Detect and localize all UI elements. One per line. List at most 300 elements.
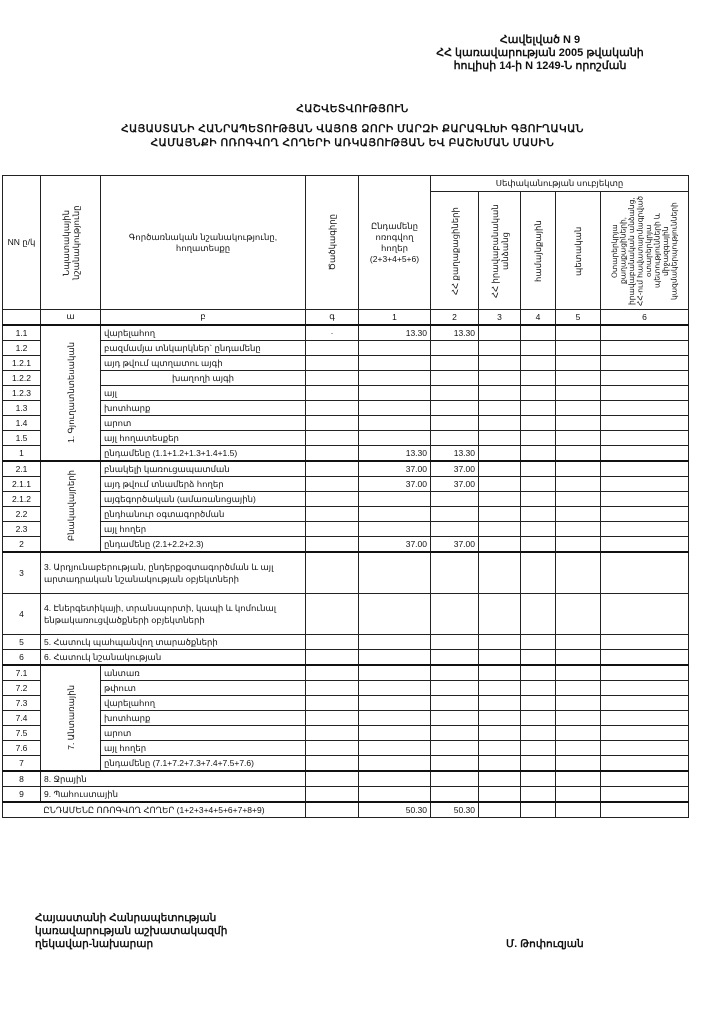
value-c1 bbox=[359, 755, 431, 771]
row-name: արոտ bbox=[101, 415, 306, 430]
row-name: խոտհարք bbox=[101, 400, 306, 415]
value-c2: 13.30 bbox=[431, 325, 479, 341]
code-cell bbox=[306, 771, 359, 787]
row-name: վարելահող bbox=[101, 695, 306, 710]
value-c3 bbox=[479, 506, 521, 521]
value-c3 bbox=[479, 649, 521, 665]
value-c4 bbox=[521, 325, 556, 341]
value-c1 bbox=[359, 665, 431, 681]
row-number: 1.5 bbox=[3, 430, 41, 445]
table-row bbox=[3, 340, 689, 355]
value-c6 bbox=[601, 786, 689, 802]
value-c2 bbox=[431, 786, 479, 802]
value-c5 bbox=[556, 385, 601, 400]
row-number: 2.1 bbox=[3, 461, 41, 477]
value-c4 bbox=[521, 445, 556, 461]
table-row bbox=[3, 400, 689, 415]
value-c4 bbox=[521, 665, 556, 681]
value-c3 bbox=[479, 400, 521, 415]
row-name: բնակելի կառուցապատման bbox=[101, 461, 306, 477]
table-row bbox=[3, 552, 689, 594]
title-line-2: ՀԱՅԱՍՏԱՆԻ ՀԱՆՐԱՊԵՏՈՒԹՅԱՆ ՎԱՅՈՑ ՁՈՐԻ ՄԱՐԶԻ ՔԱՐԱԳԼԽԻ ԳՅՈՒՂԱԿԱՆ bbox=[121, 123, 584, 135]
value-c6 bbox=[601, 385, 689, 400]
value-c5 bbox=[556, 536, 601, 552]
value-c6 bbox=[601, 710, 689, 725]
grand-total-c2: 50.30 bbox=[431, 802, 479, 818]
row-name: 9. Պահուստային bbox=[41, 786, 306, 802]
value-c3 bbox=[479, 521, 521, 536]
code-cell bbox=[306, 415, 359, 430]
value-c5 bbox=[556, 710, 601, 725]
value-c5 bbox=[556, 355, 601, 370]
value-c6 bbox=[601, 461, 689, 477]
row-number: 4 bbox=[3, 593, 41, 634]
value-c4 bbox=[521, 430, 556, 445]
value-c4 bbox=[521, 552, 556, 594]
row-name: այլ հողեր bbox=[101, 521, 306, 536]
row-name: ընդհանուր օգտագործման bbox=[101, 506, 306, 521]
value-c3 bbox=[479, 370, 521, 385]
value-c3 bbox=[479, 786, 521, 802]
table-row bbox=[3, 710, 689, 725]
code-cell bbox=[306, 665, 359, 681]
code-cell bbox=[306, 740, 359, 755]
row-name: այլ bbox=[101, 385, 306, 400]
value-c5 bbox=[556, 476, 601, 491]
row-number: 7.2 bbox=[3, 680, 41, 695]
row-number: 1 bbox=[3, 445, 41, 461]
annex-number: Հավելված N 9 bbox=[499, 34, 581, 46]
value-c5 bbox=[556, 649, 601, 665]
value-c6 bbox=[601, 634, 689, 649]
table-row bbox=[3, 634, 689, 649]
value-c5 bbox=[556, 695, 601, 710]
row-name: ընդամենը (2.1+2.2+2.3) bbox=[101, 536, 306, 552]
table-row bbox=[3, 680, 689, 695]
value-c2: 37.00 bbox=[431, 476, 479, 491]
value-c1: 37.00 bbox=[359, 476, 431, 491]
grand-total-label: ԸՆԴԱՄԵՆԸ ՈՌՈԳՎՈՂ ՀՈՂԵՐ (1+2+3+4+5+6+7+8+9) bbox=[3, 802, 306, 818]
value-c2 bbox=[431, 695, 479, 710]
header-total: Ընդամենը ոռոգվող հողեր (2+3+4+5+6) bbox=[359, 176, 431, 310]
value-c1 bbox=[359, 430, 431, 445]
value-c1 bbox=[359, 491, 431, 506]
value-c4 bbox=[521, 521, 556, 536]
value-c6 bbox=[601, 445, 689, 461]
value-c3 bbox=[479, 491, 521, 506]
value-c5 bbox=[556, 340, 601, 355]
value-c3 bbox=[479, 665, 521, 681]
group-label: 1. Գյուղատնտեսական bbox=[65, 342, 76, 443]
value-c1 bbox=[359, 725, 431, 740]
grand-total-c5 bbox=[556, 802, 601, 818]
table-row bbox=[3, 786, 689, 802]
row-number: 7.1 bbox=[3, 665, 41, 681]
value-c1: 37.00 bbox=[359, 536, 431, 552]
row-number: 7.5 bbox=[3, 725, 41, 740]
table-row bbox=[3, 593, 689, 634]
value-c4 bbox=[521, 340, 556, 355]
annex-date: հուլիսի 14-ի N 1249-Ն որոշման bbox=[453, 60, 627, 72]
value-c1 bbox=[359, 506, 431, 521]
value-c6 bbox=[601, 491, 689, 506]
row-name: 5. Հատուկ պահպանվող տարածքների bbox=[41, 634, 306, 649]
row-number: 7.4 bbox=[3, 710, 41, 725]
value-c4 bbox=[521, 461, 556, 477]
code-cell bbox=[306, 430, 359, 445]
value-c5 bbox=[556, 740, 601, 755]
row-number: 1.2 bbox=[3, 340, 41, 355]
value-c2 bbox=[431, 552, 479, 594]
value-c3 bbox=[479, 680, 521, 695]
value-c4 bbox=[521, 786, 556, 802]
value-c4 bbox=[521, 400, 556, 415]
row-number: 1.1 bbox=[3, 325, 41, 341]
value-c2 bbox=[431, 370, 479, 385]
code-cell bbox=[306, 445, 359, 461]
value-c2 bbox=[431, 340, 479, 355]
grand-total-c3 bbox=[479, 802, 521, 818]
code-cell bbox=[306, 521, 359, 536]
table-row bbox=[3, 536, 689, 552]
header-code-text: Ծածկագիրը bbox=[327, 214, 337, 271]
value-c5 bbox=[556, 593, 601, 634]
table-row bbox=[3, 649, 689, 665]
value-c2 bbox=[431, 491, 479, 506]
value-c1 bbox=[359, 680, 431, 695]
value-c3 bbox=[479, 552, 521, 594]
row-name: ընդամենը (7.1+7.2+7.3+7.4+7.5+7.6) bbox=[101, 755, 306, 771]
row-number: 3 bbox=[3, 552, 41, 594]
header-community bbox=[521, 192, 556, 310]
table-row bbox=[3, 771, 689, 787]
value-c1 bbox=[359, 400, 431, 415]
table-row bbox=[3, 430, 689, 445]
column-label: 5 bbox=[556, 310, 601, 325]
row-name: թփուտ bbox=[101, 680, 306, 695]
row-name: խոտհարք bbox=[101, 710, 306, 725]
code-cell bbox=[306, 680, 359, 695]
code-cell bbox=[306, 385, 359, 400]
value-c4 bbox=[521, 740, 556, 755]
row-number: 6 bbox=[3, 649, 41, 665]
land-report-table bbox=[2, 175, 689, 818]
header-legal-text: ՀՀ իրավաբանական անձանց bbox=[489, 203, 510, 298]
value-c2 bbox=[431, 521, 479, 536]
column-label-empty bbox=[3, 310, 41, 325]
value-c4 bbox=[521, 355, 556, 370]
value-c6 bbox=[601, 415, 689, 430]
value-c2 bbox=[431, 415, 479, 430]
value-c1 bbox=[359, 370, 431, 385]
value-c1: 37.00 bbox=[359, 461, 431, 477]
group-cell bbox=[41, 461, 101, 552]
value-c2 bbox=[431, 355, 479, 370]
value-c3 bbox=[479, 593, 521, 634]
code-cell bbox=[306, 340, 359, 355]
signer-title: ղեկավար-նախարար bbox=[35, 938, 154, 950]
value-c5 bbox=[556, 461, 601, 477]
column-label: 2 bbox=[431, 310, 479, 325]
value-c2 bbox=[431, 593, 479, 634]
value-c2: 37.00 bbox=[431, 461, 479, 477]
value-c5 bbox=[556, 430, 601, 445]
code-cell bbox=[306, 370, 359, 385]
row-name: այլ հողատեսքեր bbox=[101, 430, 306, 445]
value-c1 bbox=[359, 385, 431, 400]
value-c6 bbox=[601, 771, 689, 787]
row-name: 3. Արդյունաբերության, ընդերքօգտագործման և այլ արտադրական նշանակության օբյեկտների bbox=[41, 552, 306, 594]
row-number: 1.2.3 bbox=[3, 385, 41, 400]
value-c1 bbox=[359, 771, 431, 787]
value-c1 bbox=[359, 521, 431, 536]
value-c5 bbox=[556, 786, 601, 802]
row-name: 6. Հատուկ նշանակության bbox=[41, 649, 306, 665]
signature-block bbox=[35, 912, 227, 951]
table-row bbox=[3, 506, 689, 521]
table-row bbox=[3, 385, 689, 400]
code-cell bbox=[306, 506, 359, 521]
table-row bbox=[3, 476, 689, 491]
row-number: 7.3 bbox=[3, 695, 41, 710]
group-label: Բնակավայրերի bbox=[65, 470, 76, 542]
row-name: այդ թվում պտղատու այգի bbox=[101, 355, 306, 370]
value-c4 bbox=[521, 506, 556, 521]
value-c1: 13.30 bbox=[359, 445, 431, 461]
column-label: 1 bbox=[359, 310, 431, 325]
column-label: ա bbox=[41, 310, 101, 325]
value-c6 bbox=[601, 593, 689, 634]
value-c3 bbox=[479, 385, 521, 400]
title-line-3: ՀԱՄԱՅՆՔԻ ՈՌՈԳՎՈՂ ՀՈՂԵՐԻ ԱՌԿԱՅՈՒԹՅԱՆ ԵՎ ԲԱՇԽՄԱՆ ՄԱՍԻՆ bbox=[150, 137, 555, 149]
value-c3 bbox=[479, 325, 521, 341]
grand-total-c1: 50.30 bbox=[359, 802, 431, 818]
value-c1 bbox=[359, 340, 431, 355]
value-c6 bbox=[601, 665, 689, 681]
table-row bbox=[3, 521, 689, 536]
value-c5 bbox=[556, 325, 601, 341]
value-c2 bbox=[431, 385, 479, 400]
value-c5 bbox=[556, 755, 601, 771]
value-c6 bbox=[601, 552, 689, 594]
row-number: 1.3 bbox=[3, 400, 41, 415]
code-cell bbox=[306, 355, 359, 370]
header-function: Գործառնական նշանակությունը, հողատեսքը bbox=[101, 176, 306, 310]
table-row bbox=[3, 461, 689, 477]
row-name: այգեգործական (ամառանոցային) bbox=[101, 491, 306, 506]
value-c5 bbox=[556, 665, 601, 681]
header-citizens bbox=[431, 192, 479, 310]
value-c3 bbox=[479, 725, 521, 740]
code-cell bbox=[306, 552, 359, 594]
row-name: խաղողի այգի bbox=[101, 370, 306, 385]
value-c4 bbox=[521, 710, 556, 725]
signatory-name: Մ. Թոփուզյան bbox=[506, 938, 584, 950]
code-cell bbox=[306, 634, 359, 649]
row-number: 2.1.2 bbox=[3, 491, 41, 506]
value-c6 bbox=[601, 476, 689, 491]
value-c6 bbox=[601, 649, 689, 665]
header-state-text: պետական bbox=[573, 225, 583, 276]
title-main: ՀԱՇՎԵՏՎՈՒԹՅՈՒՆ bbox=[296, 103, 409, 115]
value-c3 bbox=[479, 771, 521, 787]
code-cell bbox=[306, 536, 359, 552]
value-c6 bbox=[601, 725, 689, 740]
value-c1 bbox=[359, 786, 431, 802]
row-number: 7.6 bbox=[3, 740, 41, 755]
annex-decree: ՀՀ կառավարության 2005 թվականի bbox=[436, 47, 644, 59]
value-c1 bbox=[359, 710, 431, 725]
table-row bbox=[3, 665, 689, 681]
table-row bbox=[3, 370, 689, 385]
row-number: 1.2.1 bbox=[3, 355, 41, 370]
value-c4 bbox=[521, 476, 556, 491]
value-c3 bbox=[479, 755, 521, 771]
value-c3 bbox=[479, 634, 521, 649]
value-c2 bbox=[431, 755, 479, 771]
code-cell bbox=[306, 695, 359, 710]
column-label: բ bbox=[101, 310, 306, 325]
value-c2 bbox=[431, 725, 479, 740]
value-c2 bbox=[431, 634, 479, 649]
value-c3 bbox=[479, 710, 521, 725]
value-c6 bbox=[601, 740, 689, 755]
column-label: 6 bbox=[601, 310, 689, 325]
table-row bbox=[3, 755, 689, 771]
signer-org-1: Հայաստանի Հանրապետության bbox=[35, 912, 217, 924]
table-row bbox=[3, 740, 689, 755]
value-c5 bbox=[556, 445, 601, 461]
code-cell bbox=[306, 461, 359, 477]
group-label: 7. Անտառային bbox=[65, 685, 76, 750]
table-row bbox=[3, 695, 689, 710]
value-c4 bbox=[521, 370, 556, 385]
column-letters-row bbox=[3, 310, 689, 325]
value-c6 bbox=[601, 521, 689, 536]
value-c4 bbox=[521, 634, 556, 649]
value-c1 bbox=[359, 740, 431, 755]
value-c5 bbox=[556, 725, 601, 740]
value-c3 bbox=[479, 536, 521, 552]
value-c2: 13.30 bbox=[431, 445, 479, 461]
value-c6 bbox=[601, 506, 689, 521]
code-cell bbox=[306, 593, 359, 634]
value-c5 bbox=[556, 634, 601, 649]
header-legal bbox=[479, 192, 521, 310]
value-c5 bbox=[556, 506, 601, 521]
value-c5 bbox=[556, 400, 601, 415]
header-foreign-text: Օտարերկրյա քաղաքացիների, իրավաբանական անձանց, ՀՀ-ում հավատարմագրված օտարերկրյա պետությունների և միջազգային կազմակերպությունների bbox=[609, 195, 679, 306]
row-name: վարելահող bbox=[101, 325, 306, 341]
value-c5 bbox=[556, 771, 601, 787]
row-name: 4. Էներգետիկայի, տրանսպորտի, կապի և կոմունալ ենթակառուցվածքների օբյեկտների bbox=[41, 593, 306, 634]
code-cell bbox=[306, 491, 359, 506]
header-nn: NN ը/կ bbox=[3, 176, 41, 310]
value-c2 bbox=[431, 665, 479, 681]
value-c4 bbox=[521, 593, 556, 634]
value-c3 bbox=[479, 695, 521, 710]
value-c3 bbox=[479, 445, 521, 461]
row-name: ընդամենը (1.1+1.2+1.3+1.4+1.5) bbox=[101, 445, 306, 461]
table-row bbox=[3, 491, 689, 506]
table-row bbox=[3, 355, 689, 370]
group-cell bbox=[41, 325, 101, 461]
value-c2 bbox=[431, 710, 479, 725]
header-community-text: համայնքային bbox=[533, 219, 543, 282]
value-c2 bbox=[431, 771, 479, 787]
header-foreign bbox=[601, 192, 689, 310]
row-name: արոտ bbox=[101, 725, 306, 740]
code-cell bbox=[306, 725, 359, 740]
value-c6 bbox=[601, 340, 689, 355]
code-cell bbox=[306, 755, 359, 771]
row-number: 1.2.2 bbox=[3, 370, 41, 385]
value-c1 bbox=[359, 415, 431, 430]
value-c2: 37.00 bbox=[431, 536, 479, 552]
column-label: 3 bbox=[479, 310, 521, 325]
value-c1 bbox=[359, 552, 431, 594]
value-c5 bbox=[556, 370, 601, 385]
value-c4 bbox=[521, 536, 556, 552]
value-c6 bbox=[601, 430, 689, 445]
header-code bbox=[306, 176, 359, 310]
code-cell bbox=[306, 400, 359, 415]
row-number: 2.2 bbox=[3, 506, 41, 521]
table-body bbox=[3, 325, 689, 818]
report-title bbox=[0, 102, 705, 150]
value-c6 bbox=[601, 400, 689, 415]
grand-total-row bbox=[3, 802, 689, 818]
header-ownership: Սեփականության սուբյեկտը bbox=[431, 176, 689, 192]
code-cell bbox=[306, 476, 359, 491]
row-number: 2.1.1 bbox=[3, 476, 41, 491]
code-cell bbox=[306, 710, 359, 725]
value-c6 bbox=[601, 536, 689, 552]
value-c3 bbox=[479, 340, 521, 355]
header-citizens-text: ՀՀ քաղաքացիների bbox=[449, 206, 460, 295]
value-c2 bbox=[431, 649, 479, 665]
row-name: 8. Ջրային bbox=[41, 771, 306, 787]
row-number: 9 bbox=[3, 786, 41, 802]
row-name: բազմամյա տնկարկներ` ընդամենը bbox=[101, 340, 306, 355]
value-c3 bbox=[479, 461, 521, 477]
value-c1 bbox=[359, 634, 431, 649]
column-label: գ bbox=[306, 310, 359, 325]
value-c6 bbox=[601, 695, 689, 710]
value-c4 bbox=[521, 491, 556, 506]
value-c6 bbox=[601, 325, 689, 341]
value-c5 bbox=[556, 552, 601, 594]
value-c4 bbox=[521, 771, 556, 787]
code-cell bbox=[306, 649, 359, 665]
row-number: 7 bbox=[3, 755, 41, 771]
signer-org-2: կառավարության աշխատակազմի bbox=[35, 925, 228, 937]
value-c3 bbox=[479, 740, 521, 755]
annex-reference bbox=[400, 34, 680, 73]
table-row bbox=[3, 445, 689, 461]
value-c2 bbox=[431, 400, 479, 415]
value-c3 bbox=[479, 415, 521, 430]
value-c6 bbox=[601, 755, 689, 771]
value-c5 bbox=[556, 521, 601, 536]
row-number: 8 bbox=[3, 771, 41, 787]
value-c1: 13.30 bbox=[359, 325, 431, 341]
value-c6 bbox=[601, 680, 689, 695]
header-state bbox=[556, 192, 601, 310]
row-number: 2.3 bbox=[3, 521, 41, 536]
value-c4 bbox=[521, 415, 556, 430]
value-c5 bbox=[556, 680, 601, 695]
